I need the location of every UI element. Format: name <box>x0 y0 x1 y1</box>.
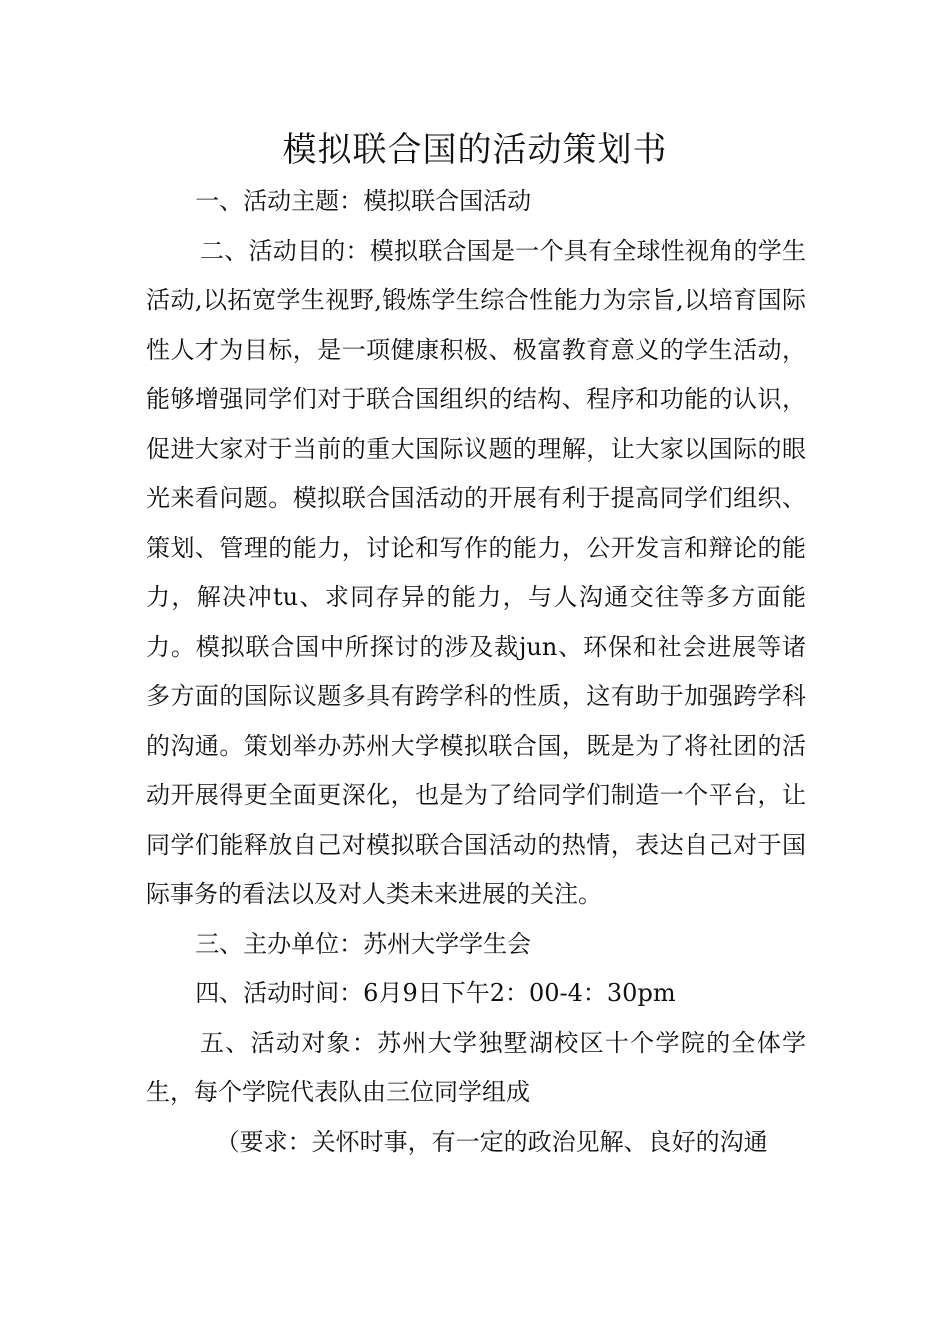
document-title: 模拟联合国的活动策划书 <box>282 130 668 170</box>
document-body <box>146 177 806 1167</box>
paragraph-organizer: 三、主办单位：苏州大学学生会 <box>195 929 532 958</box>
paragraph-activity-purpose: 二、活动目的：模拟联合国是一个具有全球性视角的学生活动,以拓宽学生视野,锻炼学生综合性能力为宗旨,以培育国际性人才为目标，是一项健康积极、极富教育意义的学生活动，能够增强同学们对于联合国组织的结构、程序和功能的认识，促进大家对于当前的重大国际议题的理解，让大家以国际的眼光来看问题。模拟联合国活动的开展有利于提高同学们组织、策划、管理的能力，讨论和写作的能力，公开发言和辩论的能力，解决冲tu、求同存异的能力，与人沟通交往等多方面能力。模拟联合国中所探讨的涉及裁jun、环保和社会进展等诸多方面的国际议题多具有跨学科的性质，这有助于加强跨学科的沟通。策划举办苏州大学模拟联合国，既是为了将社团的活动开展得更全面更深化，也是为了给同学们制造一个平台，让同学们能释放自己对模拟联合国活动的热情，表达自己对于国际事务的看法以及对人类未来进展的关注。 <box>146 236 806 908</box>
paragraph-target-audience: 五、活动对象：苏州大学独墅湖校区十个学院的全体学生，每个学院代表队由三位同学组成 <box>146 1028 806 1106</box>
paragraph-activity-time: 四、活动时间：6月9日下午2：00-4：30pm <box>195 979 676 1007</box>
paragraph-requirements: （要求：关怀时事，有一定的政治见解、良好的沟通 <box>215 1127 768 1156</box>
paragraph-activity-theme: 一、活动主题：模拟联合国活动 <box>195 187 532 215</box>
